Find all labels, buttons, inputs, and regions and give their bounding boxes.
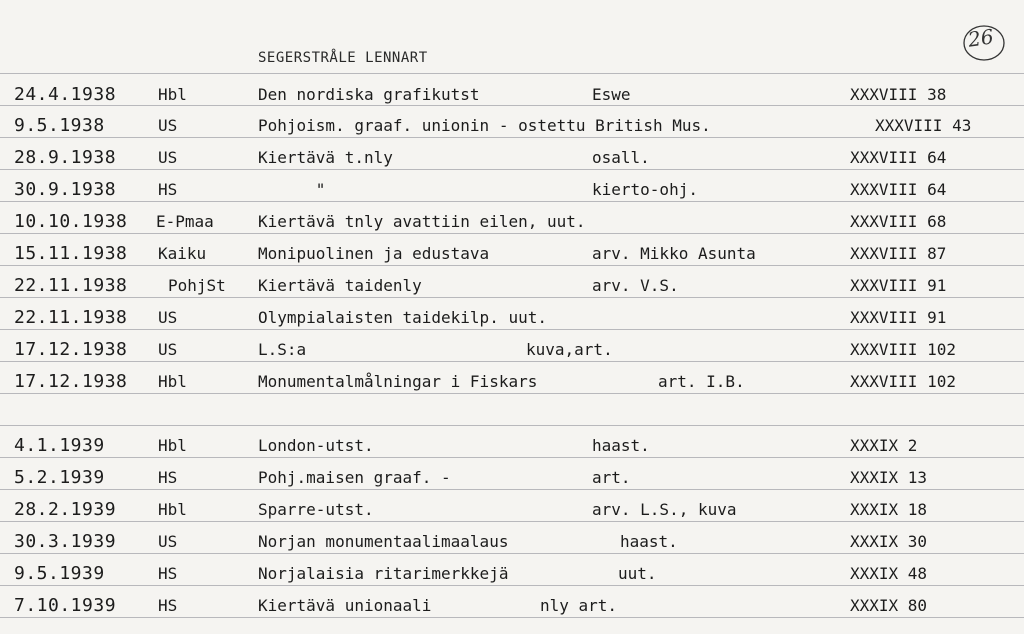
entry-source: US	[158, 116, 178, 135]
entry-ref: XXXVIII 102	[850, 340, 956, 359]
entry-source: E-Pmaa	[156, 212, 214, 231]
entry-ref: XXXVIII 64	[850, 148, 947, 167]
list-item	[0, 206, 1024, 238]
entry-ref: XXXIX 48	[850, 564, 928, 583]
entry-ref: XXXVIII 91	[850, 276, 947, 295]
entry-note: art. I.B.	[658, 372, 745, 391]
list-item	[0, 174, 1024, 206]
entry-ref: XXXIX 13	[850, 468, 928, 487]
entry-date: 7.10.1939	[14, 595, 117, 616]
entry-date: 5.2.1939	[14, 467, 105, 488]
entry-ref: XXXVIII 102	[850, 372, 956, 391]
entry-date: 22.11.1938	[14, 307, 128, 328]
entry-ref: XXXVIII 87	[850, 244, 947, 263]
entry-date: 30.9.1938	[14, 179, 117, 200]
entry-source: Hbl	[158, 500, 187, 519]
entry-source: US	[158, 532, 178, 551]
entry-description: Kiertävä t.nly	[258, 148, 393, 167]
entry-source: HS	[158, 468, 178, 487]
entry-note: kierto-ohj.	[592, 180, 698, 199]
entry-description: Kiertävä unionaali	[258, 596, 432, 615]
entry-date: 22.11.1938	[14, 275, 128, 296]
entry-source: HS	[158, 596, 178, 615]
entry-note: kuva,art.	[526, 340, 613, 359]
entry-description: Norjalaisia ritarimerkkejä	[258, 564, 509, 583]
entry-date: 9.5.1939	[14, 563, 105, 584]
list-item	[0, 302, 1024, 334]
entry-date: 28.2.1939	[14, 499, 117, 520]
entry-note: haast.	[592, 436, 650, 455]
list-item	[0, 462, 1024, 494]
ruled-line	[0, 425, 1024, 426]
list-item	[0, 142, 1024, 174]
list-item	[0, 79, 1024, 111]
entry-description: Pohjoism. graaf. unionin - ostettu British Mus.	[258, 116, 711, 135]
entry-date: 15.11.1938	[14, 243, 128, 264]
entry-date: 4.1.1939	[14, 435, 105, 456]
entry-note: nly art.	[540, 596, 618, 615]
entry-ref: XXXIX 80	[850, 596, 928, 615]
entry-description: Norjan monumentaalimaalaus	[258, 532, 509, 551]
list-item	[0, 558, 1024, 590]
entry-source: PohjSt	[168, 276, 226, 295]
entry-ref: XXXVIII 91	[850, 308, 947, 327]
entry-ref: XXXIX 18	[850, 500, 928, 519]
entry-source: Hbl	[158, 85, 187, 104]
list-item	[0, 110, 1024, 142]
entry-ref: XXXIX 30	[850, 532, 928, 551]
entry-note: osall.	[592, 148, 650, 167]
list-item	[0, 494, 1024, 526]
entry-date: 28.9.1938	[14, 147, 117, 168]
list-item	[0, 366, 1024, 398]
entry-note: arv. Mikko Asunta	[592, 244, 756, 263]
entry-note: Eswe	[592, 85, 631, 104]
entry-description: Kiertävä tnly avattiin eilen, uut.	[258, 212, 586, 231]
entry-description: Kiertävä taidenly	[258, 276, 422, 295]
ditto-mark: "	[258, 180, 326, 199]
entry-ref: XXXVIII 64	[850, 180, 947, 199]
entry-note: uut.	[618, 564, 657, 583]
entry-ref: XXXVIII 43	[875, 116, 972, 135]
entry-source: Hbl	[158, 436, 187, 455]
entry-note: arv. L.S., kuva	[592, 500, 737, 519]
entry-description: London-utst.	[258, 436, 374, 455]
list-item	[0, 270, 1024, 302]
entry-date: 17.12.1938	[14, 371, 128, 392]
entry-description: L.S:a	[258, 340, 307, 359]
entry-note: art.	[592, 468, 631, 487]
entry-description: Monumentalmålningar i Fiskars	[258, 372, 538, 391]
entry-source: US	[158, 148, 178, 167]
entry-description: Monipuolinen ja edustava	[258, 244, 490, 263]
list-item	[0, 526, 1024, 558]
entry-note: arv. V.S.	[592, 276, 679, 295]
entry-date: 10.10.1938	[14, 211, 128, 232]
entry-source: Hbl	[158, 372, 187, 391]
entry-ref: XXXVIII 68	[850, 212, 947, 231]
entry-ref: XXXIX 2	[850, 436, 918, 455]
entry-date: 24.4.1938	[14, 84, 117, 105]
entry-ref: XXXVIII 38	[850, 85, 947, 104]
entry-source: Kaiku	[158, 244, 207, 263]
list-item	[0, 590, 1024, 622]
entry-description: Den nordiska grafikutst	[258, 85, 480, 104]
page-number: 26	[966, 24, 995, 52]
list-item	[0, 334, 1024, 366]
entry-source: US	[158, 308, 178, 327]
ruled-line	[0, 73, 1024, 74]
entry-date: 9.5.1938	[14, 115, 105, 136]
card-title: SEGERSTRÅLE LENNART	[258, 50, 428, 66]
entry-description: Pohj.maisen graaf. -	[258, 468, 451, 487]
entry-description: Olympialaisten taidekilp. uut.	[258, 308, 547, 327]
entry-date: 17.12.1938	[14, 339, 128, 360]
entry-date: 30.3.1939	[14, 531, 117, 552]
entry-description: Sparre-utst.	[258, 500, 374, 519]
entry-source: HS	[158, 180, 178, 199]
list-item	[0, 430, 1024, 462]
list-item	[0, 238, 1024, 270]
entry-note: haast.	[620, 532, 678, 551]
entry-source: HS	[158, 564, 178, 583]
entry-source: US	[158, 340, 178, 359]
